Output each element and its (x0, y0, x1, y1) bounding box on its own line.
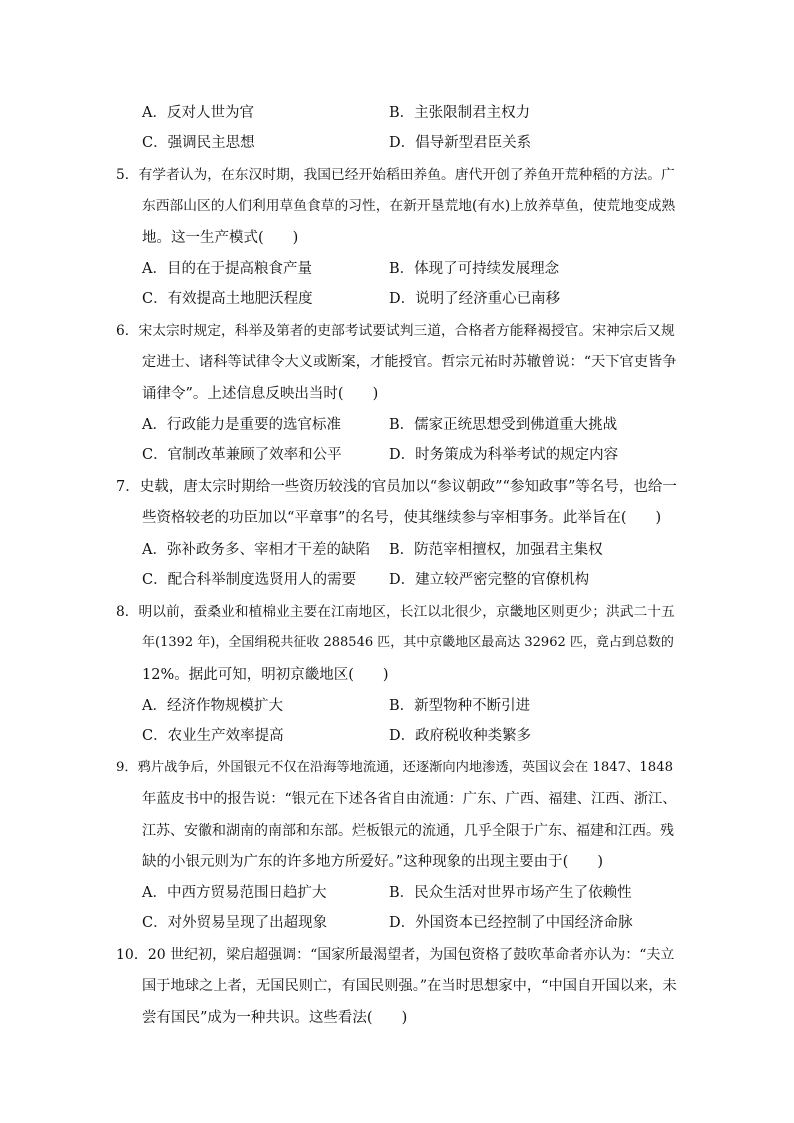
q7-option-b: B．防范宰相擅权，加强君主集权 (389, 542, 603, 558)
q9-stem-line-1: 9．鸦片战争后，外国银元不仅在沿海等地流通，还逐渐向内地渗透，英国议会在 1847、1848 (116, 760, 674, 775)
q8-stem-line-1: 8．明以前，蚕桑业和植棉业主要在江南地区，长江以北很少，京畿地区则更少；洪武二十五 (116, 604, 675, 620)
q5-option-c: C．有效提高土地肥沃程度 (142, 291, 313, 307)
q6-option-a: A．行政能力是重要的选官标准 (142, 417, 341, 433)
q4-option-d: D．倡导新型君臣关系 (389, 135, 532, 151)
q8-stem-line-2: 年(1392 年)，全国绢税共征收 288546 匹，其中京畿地区最高达 32962 匹，竟占到总数的 (142, 635, 674, 650)
q4-option-c: C．强调民主思想 (142, 135, 255, 151)
q6-option-c: C．官制改革兼顾了效率和公平 (142, 447, 342, 463)
q5-option-b: B．体现了可持续发展理念 (389, 261, 560, 277)
q9-option-d: D．外国资本已经控制了中国经济命脉 (389, 915, 633, 931)
q6-option-b: B．儒家正统思想受到佛道重大挑战 (389, 417, 618, 433)
q9-option-a: A．中西方贸易范围日趋扩大 (142, 885, 327, 901)
q7-option-a: A．弥补政务多、宰相才干差的缺陷 (142, 542, 370, 558)
q5-stem-line-3: 地。这一生产模式( ) (142, 230, 299, 246)
q9-stem-line-3: 江苏、安徽和湖南的南部和东部。烂板银元的流通，几乎全限于广东、福建和江西。残 (142, 823, 674, 839)
q5-option-a: A．目的在于提高粮食产量 (142, 261, 312, 277)
q9-stem-line-4: 缺的小银元则为广东的许多地方所爱好。”这种现象的出现主要由于( ) (142, 854, 603, 870)
q6-stem-line-3: 诵律令”。上述信息反映出当时( ) (142, 386, 379, 402)
q4-option-a: A．反对人世为官 (142, 105, 254, 121)
q7-option-d: D．建立较严密完整的官僚机构 (389, 572, 590, 588)
q5-stem-line-2: 东西部山区的人们利用草鱼食草的习性，在新开垦荒地(有水)上放养草鱼，使荒地变成熟 (142, 198, 676, 214)
q10-stem-line-2: 国于地球之上者，无国民则亡，有国民则强。”在当时思想家中，“中国自开国以来，未 (142, 978, 677, 994)
q7-stem-line-2: 些资格较老的功臣加以“平章事”的名号，使其继续参与宰相事务。此举旨在( ) (142, 510, 662, 526)
q4-option-b: B．主张限制君主权力 (389, 105, 531, 121)
q9-option-b: B．民众生活对世界市场产生了依赖性 (389, 885, 632, 901)
q8-option-d: D．政府税收种类繁多 (389, 728, 532, 744)
q6-option-d: D．时务策成为科举考试的规定内容 (389, 447, 619, 463)
q9-stem-line-2: 年蓝皮书中的报告说：“银元在下述各省自由流通：广东、广西、福建、江西、浙江、 (142, 791, 677, 807)
q5-stem-line-1: 5．有学者认为，在东汉时期，我国已经开始稻田养鱼。唐代开创了养鱼开荒种稻的方法。广 (116, 167, 675, 183)
q8-option-b: B．新型物种不断引进 (389, 698, 531, 714)
q10-stem-line-3: 尝有国民”成为一种共识。这些看法( ) (142, 1010, 408, 1026)
q6-stem-line-2: 定进士、诸科等试律令大义或断案，才能授官。哲宗元祐时苏辙曾说：“天下官吏皆争 (142, 354, 677, 370)
q8-stem-line-3: 12%。据此可知，明初京畿地区( ) (142, 667, 389, 683)
q7-option-c: C．配合科举制度选贤用人的需要 (142, 572, 357, 588)
q8-option-c: C．农业生产效率提高 (142, 728, 284, 744)
q5-option-d: D．说明了经济重心已南移 (389, 291, 561, 307)
q8-option-a: A．经济作物规模扩大 (142, 698, 283, 714)
q10-stem-line-1: 10．20 世纪初，梁启超强调：“国家所最渴望者，为国包资格了鼓吹革命者亦认为：“夫立 (116, 947, 675, 963)
q7-stem-line-1: 7．史载，唐太宗时期给一些资历较浅的官员加以“参议朝政”“参知政事”等名号，也给一 (116, 479, 677, 495)
q6-stem-line-1: 6．宋太宗时规定，科举及第者的吏部考试要试判三道，合格者方能释褐授官。宋神宗后又规 (116, 323, 675, 339)
q9-option-c: C．对外贸易呈现了出超现象 (142, 915, 328, 931)
